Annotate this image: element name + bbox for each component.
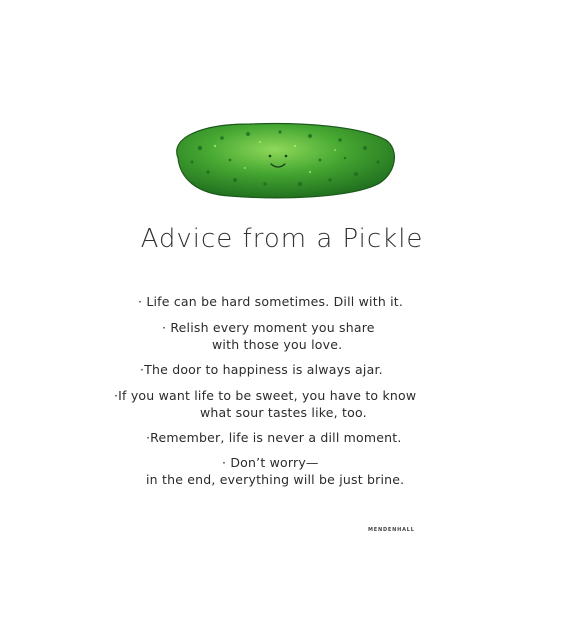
artist-signature: MENDENHALL <box>368 527 415 533</box>
advice-line: in the end, everything will be just brine. <box>146 472 405 487</box>
advice-line: · Relish every moment you share <box>162 320 375 335</box>
advice-line: ·The door to happiness is always ajar. <box>140 362 383 377</box>
advice-line: with those you love. <box>212 337 343 352</box>
pickle-illustration <box>160 118 400 202</box>
advice-line: ·If you want life to be sweet, you have to know <box>114 388 417 403</box>
page-title: Advice from a Pickle <box>140 224 424 254</box>
advice-line: what sour tastes like, too. <box>200 405 367 420</box>
advice-line: · Life can be hard sometimes. Dill with it. <box>138 294 404 309</box>
advice-line: · Don’t worry— <box>222 455 319 470</box>
advice-line: ·Remember, life is never a dill moment. <box>146 430 402 445</box>
